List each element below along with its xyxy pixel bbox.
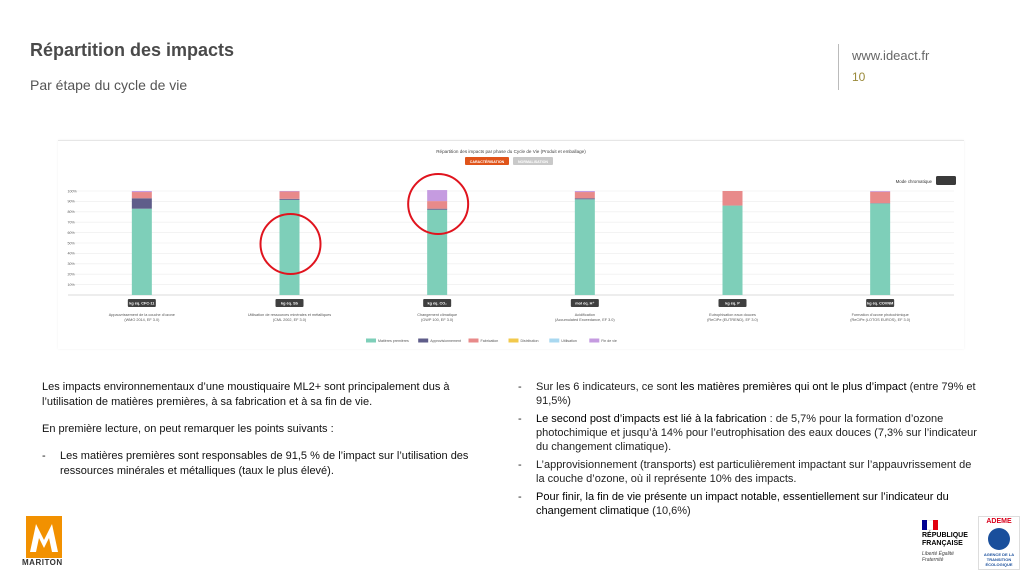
right-bullet-4 [518, 490, 978, 518]
intro-paragraph: Les impacts environnementaux d’une moustiquaire ML2+ sont principalement dus à l’utilisation de matières premières, à sa fabrication et à sa fin de vie. [42, 381, 450, 408]
rf-motto: Liberté Égalité Fraternité [922, 551, 954, 563]
bar-segment[interactable] [575, 191, 595, 192]
page-number: 10 [852, 70, 866, 84]
bar-segment[interactable] [723, 191, 743, 206]
category-unit-label: kg éq. CO₂ [427, 301, 447, 306]
mode-chromatique-label: Mode chromatique [895, 179, 932, 184]
category-method-label: (GWP 100, EF 3.0) [421, 318, 454, 322]
legend-swatch[interactable] [469, 339, 479, 343]
bar-segment[interactable] [132, 209, 152, 295]
bullet-4-text [536, 490, 978, 518]
category-unit-label: mol éq. H⁺ [575, 301, 595, 306]
bar-segment[interactable] [427, 209, 447, 210]
category-method-label: (ReCiPe (LOTOS EUROS), EF 3.0) [850, 318, 911, 322]
category-name-label: Utilisation de ressources minérales et métalliques [247, 313, 332, 317]
slide-subtitle: Par étape du cycle de vie [30, 77, 188, 93]
bar-segment[interactable] [132, 191, 152, 192]
bullet-dash: - [42, 450, 46, 462]
legend-swatch[interactable] [418, 339, 428, 343]
bullet-2-post: : de 5,7% pour la formation d’ozone photochimique et jusqu’à 14% pour l’eutrophisation des eaux douces (7,3% sur l’indicateur du changement climatique). [536, 413, 977, 453]
bar-segment[interactable] [870, 192, 890, 203]
category-name-label: Changement climatique [417, 313, 458, 317]
normalisation-button-label: NORMALISATION [517, 159, 549, 164]
category-method-label: (ReCiPe (EUTREND), EF 3.0) [707, 318, 758, 322]
legend-label: Matières premières [378, 339, 409, 343]
bullet-2-highlight: Le second post d’impacts est lié à la fabrication [536, 413, 767, 425]
bullet-2-text [536, 412, 978, 454]
legend-label: Utilisation [561, 339, 577, 343]
category-unit-label: kg éq. P [725, 301, 740, 306]
bar-segment[interactable] [132, 198, 152, 208]
characterisation-button-label: CARACTÉRISATION [469, 159, 505, 164]
bar-segment[interactable] [280, 199, 300, 200]
mariton-logo-icon [26, 516, 62, 558]
bar-segment[interactable] [280, 192, 300, 199]
lead-paragraph: En première lecture, on peut remarquer les points suivants : [42, 423, 334, 435]
category-unit-label: kg éq. CFC-11 [129, 301, 155, 306]
category-name-label: Acidification [574, 313, 595, 317]
bullet-dash: - [518, 381, 522, 393]
slide-title: Répartition des impacts [30, 40, 235, 60]
french-flag-icon [922, 520, 938, 530]
left-bullet [42, 449, 472, 479]
bullet-dash: - [518, 491, 522, 503]
bar-segment[interactable] [575, 192, 595, 198]
bar-segment[interactable] [280, 191, 300, 192]
bar-segment[interactable] [575, 198, 595, 199]
y-tick-label: 100% [67, 189, 77, 194]
category-unit-label: kg éq. Sb [281, 301, 298, 306]
bar-segment[interactable] [427, 201, 447, 209]
y-tick-label: 10% [67, 282, 75, 287]
bullet-1-text [536, 380, 978, 408]
legend-swatch[interactable] [366, 339, 376, 343]
y-tick-label: 70% [67, 220, 75, 225]
impacts-stacked-bar-chart [58, 141, 964, 349]
ademe-subtitle: AGENCE DE LA TRANSITION ÉCOLOGIQUE [983, 552, 1015, 567]
rf-title: RÉPUBLIQUE FRANÇAISE [922, 532, 968, 547]
right-bullet-1 [518, 380, 978, 408]
chart-heading: Répartition des impacts par phase du Cycle de Vie (Produit et emballage) [436, 149, 586, 154]
bar-segment[interactable] [575, 199, 595, 295]
y-tick-label: 40% [67, 251, 75, 256]
bullet-1-post: (entre 79% et 91,5%) [536, 381, 976, 407]
bar-segment[interactable] [723, 206, 743, 295]
y-tick-label: 80% [67, 210, 75, 215]
category-name-label: Appauvrissement de la couche d'ozone [108, 313, 175, 317]
y-tick-label: 20% [67, 272, 75, 277]
left-text-column [42, 380, 472, 479]
bar-segment[interactable] [870, 203, 890, 295]
bullet-4-highlight: Pour finir, la fin de vie présente un impact notable, essentiellement sur l’indicateur du changement climatique [536, 491, 949, 517]
legend-swatch[interactable] [549, 339, 559, 343]
y-tick-label: 60% [67, 230, 75, 235]
globe-icon [988, 528, 1010, 550]
header-divider [838, 44, 839, 90]
site-url: www.ideact.fr [852, 48, 930, 63]
bar-segment[interactable] [427, 190, 447, 201]
y-tick-label: 50% [67, 241, 75, 246]
y-tick-label: 30% [67, 262, 75, 267]
mode-chromatique-toggle[interactable] [936, 176, 956, 185]
right-text-column [518, 380, 978, 522]
republique-francaise-logo [922, 520, 974, 568]
bullet-dash: - [518, 459, 522, 471]
mariton-logo-text: MARITON [22, 558, 63, 567]
category-method-label: (WMO 2014, EF 3.0) [124, 318, 160, 322]
category-unit-label: kg éq. COVNM [867, 301, 894, 306]
legend-label: Distribution [520, 339, 539, 343]
bullet-3-text: L’approvisionnement (transports) est particulièrement impactant sur l’appauvrissement de la couche d’ozone, où il représente 10% des impacts. [536, 459, 972, 485]
bar-segment[interactable] [427, 210, 447, 295]
category-method-label: (CML 2002, EF 3.0) [272, 318, 307, 322]
chart-screenshot [58, 140, 964, 349]
left-bullet-text: Les matières premières sont responsables de 91,5 % de l’impact sur l’utilisation des ressources minérales et métalliques (taux le plus élevé). [60, 450, 469, 477]
y-tick-label: 90% [67, 199, 75, 204]
category-method-label: (Accumulated Exceedance, EF 3.0) [554, 318, 615, 322]
legend-label: Fabrication [480, 339, 499, 343]
right-bullet-3 [518, 458, 978, 486]
bar-segment[interactable] [132, 192, 152, 198]
right-bullet-2 [518, 412, 978, 454]
ademe-logo [978, 516, 1020, 570]
legend-swatch[interactable] [589, 339, 599, 343]
legend-label: Fin de vie [601, 339, 617, 343]
bar-segment[interactable] [870, 191, 890, 192]
bullet-1-highlight: les matières premières qui ont le plus d’impact [680, 381, 907, 393]
ademe-title: ADEME [986, 518, 1012, 525]
legend-label: Approvisionnement [430, 339, 461, 343]
legend-swatch[interactable] [509, 339, 519, 343]
bullet-4-post: (10,6%) [649, 505, 691, 517]
category-name-label: Formation d'ozone photochimique [851, 313, 909, 317]
category-name-label: Eutrophisation eaux douces [709, 313, 756, 317]
bullet-dash: - [518, 413, 522, 425]
bullet-1-pre: Sur les 6 indicateurs, ce sont [536, 381, 681, 393]
